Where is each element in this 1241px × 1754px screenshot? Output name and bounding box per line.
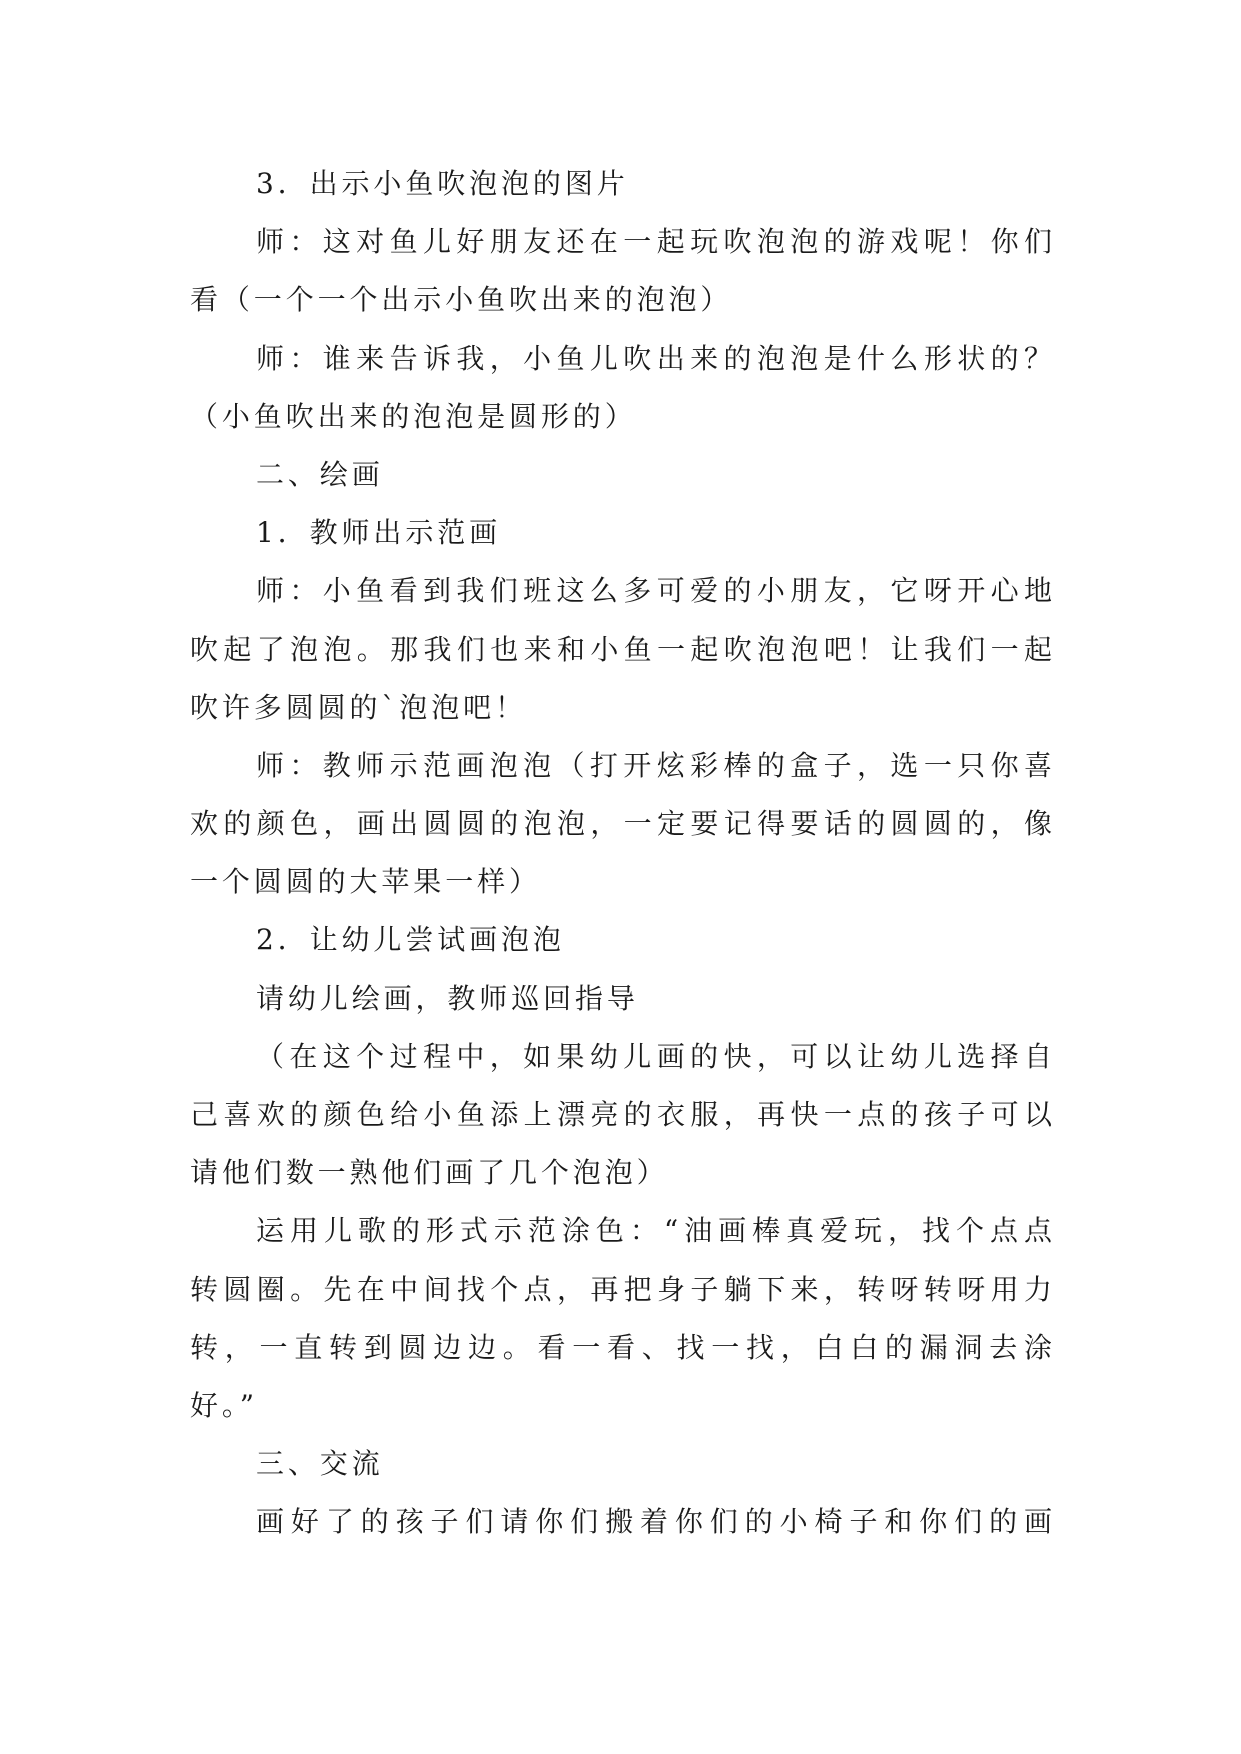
paragraph [190,213,1052,329]
text-line: 三、交流 [256,1447,384,1481]
text-line: 师：谁来告诉我，小鱼儿吹出来的泡泡是什么形状的？ [256,341,1052,375]
paragraph [190,1202,1052,1435]
paragraph [190,1028,1052,1203]
paragraph [190,970,1052,1028]
text-line: 师：小鱼看到我们班这么多可爱的小朋友，它呀开心地 [256,574,1052,608]
text-line: 请幼儿绘画，教师巡回指导 [256,981,639,1015]
section-heading [190,446,1052,504]
text-line: 运用儿歌的形式示范涂色：“油画棒真爱玩，找个点点 [256,1214,1052,1248]
text-line: 师：教师示范画泡泡（打开炫彩棒的盒子，选一只你喜 [256,748,1052,782]
text-line: 二、绘画 [256,457,384,491]
text-line: （小鱼吹出来的泡泡是圆形的） [190,399,637,433]
text-line: 一个圆圆的大苹果一样） [190,865,541,899]
text-line: 吹起了泡泡。那我们也来和小鱼一起吹泡泡吧！让我们一起 [190,632,1052,666]
text-line: 师：这对鱼儿好朋友还在一起玩吹泡泡的游戏呢！你们 [256,225,1052,259]
paragraph [190,562,1052,737]
text-line: 欢的颜色，画出圆圆的泡泡，一定要记得要话的圆圆的，像 [190,807,1052,841]
text-line: 转圆圈。先在中间找个点，再把身子躺下来，转呀转呀用力 [190,1272,1052,1306]
text-line: 好。” [190,1388,259,1422]
paragraph [190,330,1052,446]
text-line: （在这个过程中，如果幼儿画的快，可以让幼儿选择自 [256,1039,1052,1073]
text-line: 己喜欢的颜色给小鱼添上漂亮的衣服，再快一点的孩子可以 [190,1098,1052,1131]
text-line: 吹许多圆圆的`泡泡吧！ [190,690,527,724]
text-line: 看（一个一个出示小鱼吹出来的泡泡） [190,283,733,317]
paragraph [190,1493,1052,1551]
text-line: 转，一直转到圆边边。看一看、找一找，白白的漏洞去涂 [190,1330,1052,1364]
step-heading [190,155,1052,213]
text-line: 3．出示小鱼吹泡泡的图片 [256,167,629,200]
text-line: 画好了的孩子们请你们搬着你们的小椅子和你们的画 [256,1505,1052,1539]
section-heading [190,1435,1052,1493]
paragraph [190,737,1052,912]
step-heading [190,504,1052,562]
text-line: 1．教师出示范画 [256,516,502,550]
document-body [190,155,1052,1552]
step-heading [190,911,1052,969]
text-line: 2．让幼儿尝试画泡泡 [256,923,565,957]
text-line: 请他们数一熟他们画了几个泡泡） [190,1156,669,1190]
